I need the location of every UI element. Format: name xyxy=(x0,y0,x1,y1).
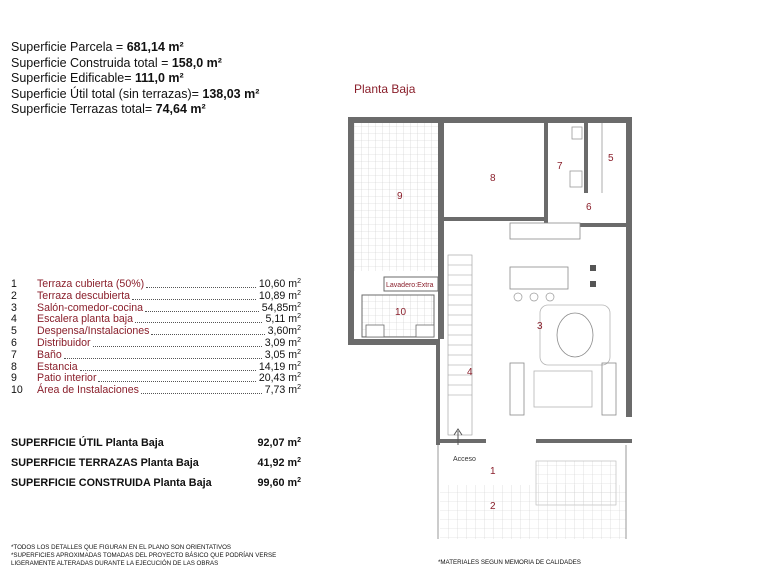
room-leader xyxy=(80,370,256,371)
sofa-left xyxy=(510,363,524,415)
summary-parcela: Superficie Parcela = 681,14 m² xyxy=(11,40,184,54)
plan-label-acceso: Acceso xyxy=(453,456,476,463)
dining-table xyxy=(557,313,593,357)
room-name: Terraza cubierta (50%) xyxy=(37,278,145,290)
footnote-2: *SUPERFICIES APROXIMADAS TOMADAS DEL PROYECTO BÁSICO QUE PODRÍAN VERSE xyxy=(11,552,277,559)
room-number: 6 xyxy=(11,336,17,349)
room-area: 3,09 $m^2$ xyxy=(264,336,301,349)
dining-rug xyxy=(540,305,610,365)
room-number: 3 xyxy=(11,301,17,314)
plan-label-lavadero: Lavadero:Extra xyxy=(386,282,434,289)
wall-bath-east xyxy=(584,123,588,193)
room-row xyxy=(11,350,301,362)
wall-east xyxy=(626,117,632,417)
plan-label-4: 4 xyxy=(467,367,473,378)
room-leader xyxy=(132,299,256,300)
room-row xyxy=(11,338,301,350)
plan-label-5: 5 xyxy=(608,153,614,164)
total-label: SUPERFICIE TERRAZAS Planta Baja xyxy=(11,457,199,469)
plan-label-2: 2 xyxy=(490,501,496,512)
room-leader xyxy=(151,334,265,335)
room-area: 10,60 $m^2$ xyxy=(258,278,301,290)
plan-label-9: 9 xyxy=(397,191,403,202)
total-row xyxy=(11,457,301,477)
footnote-3: LIGERAMENTE ALTERADAS DURANTE LA EJECUCIÓN DE LAS OBRAS xyxy=(11,560,219,567)
room-leader xyxy=(64,358,262,359)
footnote-materials: *MATERIALES SEGUN MEMORIA DE CALIDADES xyxy=(438,559,581,566)
summary-util: Superficie Útil total (sin terrazas)= 138,03 m² xyxy=(11,86,260,101)
room-number: 8 xyxy=(11,360,17,373)
room-name: Salón-comedor-cocina xyxy=(37,301,143,314)
total-value: 41,92 $m^2$ xyxy=(257,457,301,469)
wall-west xyxy=(348,117,354,345)
footnote-1: *TODOS LOS DETALLES QUE FIGURAN EN EL PLANO SON ORIENTATIVOS xyxy=(11,544,232,551)
plan-title: Planta Baja xyxy=(354,82,416,96)
plan-label-7: 7 xyxy=(557,161,563,172)
room-area: 5,11 $m^2$ xyxy=(265,313,301,326)
room-number: 1 xyxy=(11,278,17,290)
room-area: 7,73 $m^2$ xyxy=(264,384,301,397)
room-number: 5 xyxy=(11,325,17,338)
room-leader xyxy=(145,311,259,312)
stool-1 xyxy=(514,293,522,301)
room-leader xyxy=(93,346,262,347)
wall-house-west xyxy=(436,345,440,445)
room-number: 9 xyxy=(11,372,17,385)
total-row xyxy=(11,437,301,457)
total-label: SUPERFICIE ÚTIL Planta Baja xyxy=(11,437,164,449)
uncovered-terrace xyxy=(440,485,626,539)
room-name: Distribuidor xyxy=(37,336,91,349)
plan-label-8: 8 xyxy=(490,173,496,184)
wall-north xyxy=(348,117,632,123)
room-area: $54,85m^2$ xyxy=(261,301,301,314)
wall-inner-west xyxy=(438,117,444,339)
column-1 xyxy=(590,265,596,271)
summary-edificable: Superficie Edificable= 111,0 m² xyxy=(11,71,184,85)
laundry-unit-1 xyxy=(366,325,384,337)
room-leader xyxy=(135,322,262,323)
wall-south-left xyxy=(436,439,486,443)
room-leader xyxy=(146,287,256,288)
wall-estancia-south xyxy=(444,217,544,221)
kitchen-island xyxy=(510,267,568,289)
bath-shower xyxy=(572,127,582,139)
column-2 xyxy=(590,281,596,287)
room-area: 14,19 $m^2$ xyxy=(258,360,301,373)
room-name: Terraza descubierta xyxy=(37,289,131,302)
total-value: 92,07 $m^2$ xyxy=(257,437,301,449)
footnotes xyxy=(11,544,276,568)
summary-construida: Superficie Construida total = 158,0 m² xyxy=(11,55,222,70)
wall-patio-south xyxy=(348,339,440,345)
summary-terrazas: Superficie Terrazas total= 74,64 m² xyxy=(11,102,206,116)
room-name: Patio interior xyxy=(37,372,97,385)
stool-2 xyxy=(530,293,538,301)
room-name: Área de Instalaciones xyxy=(37,384,139,397)
plan-label-6: 6 xyxy=(586,202,592,213)
room-list xyxy=(11,279,301,397)
room-name: Despensa/Instalaciones xyxy=(37,325,150,338)
room-number: 10 xyxy=(11,384,23,397)
room-name: Estancia xyxy=(37,360,78,373)
laundry-unit-2 xyxy=(416,325,434,337)
room-leader xyxy=(141,393,262,394)
sofa-right xyxy=(602,363,616,415)
plan-label-1: 1 xyxy=(490,466,496,477)
room-name: Escalera planta baja xyxy=(37,313,133,326)
room-number: 7 xyxy=(11,348,17,361)
total-row xyxy=(11,477,301,497)
kitchen-counter xyxy=(510,223,580,239)
plan-label-3: 3 xyxy=(537,321,543,332)
totals-list xyxy=(11,437,301,497)
room-row xyxy=(11,385,301,397)
room-area: $3,60m^2$ xyxy=(267,325,301,338)
total-value: 99,60 $m^2$ xyxy=(257,477,301,489)
room-number: 4 xyxy=(11,313,17,326)
room-area: 3,05 $m^2$ xyxy=(264,348,301,361)
surface-summary xyxy=(11,40,259,118)
room-area: 10,89 $m^2$ xyxy=(258,289,301,302)
room-leader xyxy=(98,381,256,382)
wall-south-right xyxy=(536,439,632,443)
floor-plan xyxy=(340,105,640,545)
staircase xyxy=(448,255,472,435)
coffee-table xyxy=(534,371,592,407)
room-name: Baño xyxy=(37,348,62,361)
room-row xyxy=(11,291,301,303)
bath-toilet xyxy=(570,171,582,187)
total-label: SUPERFICIE CONSTRUIDA Planta Baja xyxy=(11,477,212,489)
wall-estancia-east xyxy=(544,123,548,223)
room-number: 2 xyxy=(11,289,17,302)
room-area: 20,43 $m^2$ xyxy=(258,372,301,385)
plan-label-10: 10 xyxy=(395,307,407,318)
stool-3 xyxy=(546,293,554,301)
patio-interior-area xyxy=(354,121,438,271)
